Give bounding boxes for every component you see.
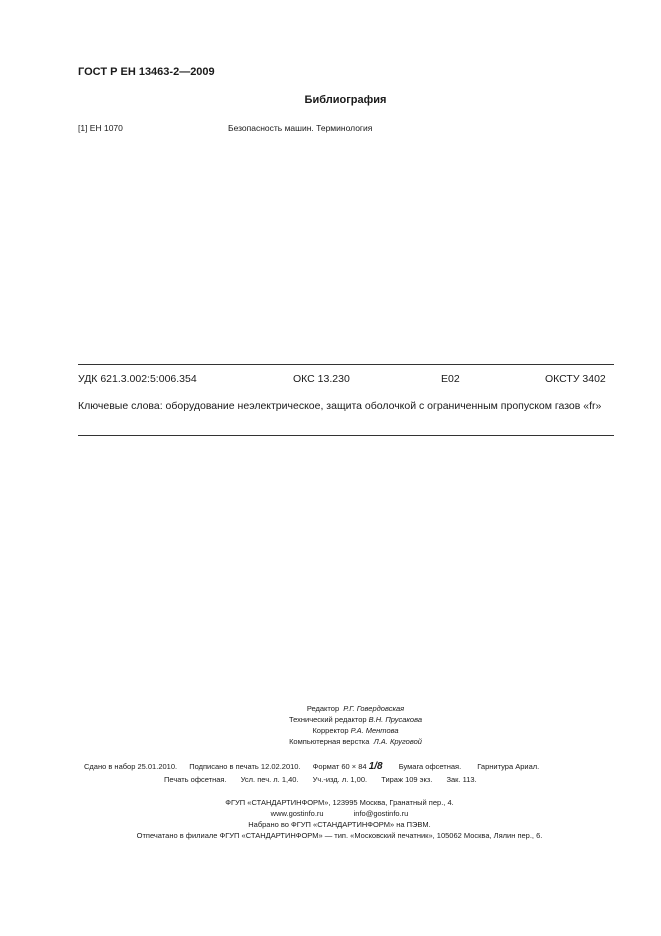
keywords: Ключевые слова: оборудование неэлектрическое, защита оболочкой с ограниченным пропуском газов «fr» bbox=[78, 400, 602, 412]
credits-block bbox=[0, 703, 661, 747]
publisher-block bbox=[0, 797, 661, 841]
udk-code: УДК 621.3.002:5:006.354 bbox=[78, 373, 197, 385]
credit-editor: Редактор Р.Г. Говердовская bbox=[306, 704, 405, 713]
publisher-address: ФГУП «СТАНДАРТИНФОРМ», 123995 Москва, Гранатный пер., 4. bbox=[225, 798, 454, 807]
print-info-line-2: Печать офсетная. Усл. печ. л. 1,40. Уч.-изд. л. 1,00. Тираж 109 экз. Зак. 113. bbox=[164, 775, 477, 784]
printed-note: Отпечатано в филиале ФГУП «СТАНДАРТИНФОРМ» — тип. «Московский печатник», 105062 Москва, Лялин пер., 6. bbox=[136, 831, 543, 840]
standard-number: ГОСТ Р ЕН 13463-2—2009 bbox=[78, 66, 215, 78]
okstu-code: ОКСТУ 3402 bbox=[545, 373, 606, 385]
format-fraction: 1/8 bbox=[368, 761, 383, 772]
category-code: Е02 bbox=[441, 373, 460, 385]
print-info-line-1: Сдано в набор 25.01.2010. Подписано в печать 12.02.2010. Формат 60 × 84 1/8 Бумага офсетная. Гарнитура Ариал. bbox=[84, 761, 540, 772]
publisher-website[interactable]: www.gostinfo.ru bbox=[270, 809, 324, 818]
credit-layout: Компьютерная верстка Л.А. Круговой bbox=[289, 737, 422, 746]
bibliography-title: Библиография bbox=[304, 94, 387, 106]
credit-corrector: Корректор Р.А. Ментова bbox=[312, 726, 399, 735]
publisher-contacts bbox=[18, 808, 661, 819]
top-divider bbox=[78, 364, 614, 365]
bottom-divider bbox=[78, 435, 614, 436]
reference-title: Безопасность машин. Терминология bbox=[228, 123, 373, 133]
typeset-note: Набрано во ФГУП «СТАНДАРТИНФОРМ» на ПЭВМ. bbox=[248, 820, 431, 829]
credit-tech-editor: Технический редактор В.Н. Прусакова bbox=[288, 715, 423, 724]
oks-code: ОКС 13.230 bbox=[293, 373, 350, 385]
reference-id: [1] ЕН 1070 bbox=[78, 123, 123, 133]
publisher-email[interactable]: info@gostinfo.ru bbox=[353, 809, 409, 818]
